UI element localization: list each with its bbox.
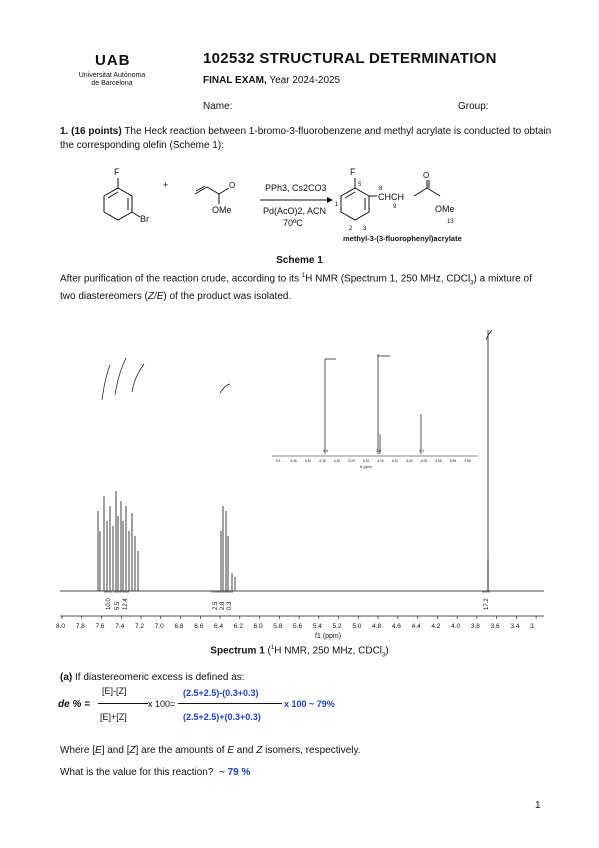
x-tick-label: 5.2 — [332, 623, 342, 630]
product-chain-label: CHCH — [378, 192, 404, 202]
x-tick-label: 4.0 — [451, 623, 461, 630]
inset-integral-label: 2.8 — [376, 449, 381, 453]
inset-tick-label: 6.05 — [406, 459, 413, 463]
x-tick-label: 6.0 — [253, 623, 263, 630]
after-text-4: ) of the product was isolated. — [163, 291, 292, 303]
question-1 — [60, 125, 560, 153]
logo-subtitle — [72, 72, 152, 88]
formula-fraction-bar — [98, 703, 148, 704]
after-text-3: ) a mixture of two diastereomers ( — [60, 273, 532, 303]
atom-number-8: 8 — [379, 186, 383, 192]
group-field-label: Group: — [458, 101, 489, 112]
atom-number-1: 1 — [335, 202, 339, 208]
inset-tick-label: 6.30 — [334, 459, 341, 463]
where-3: ] are the amounts of — [135, 745, 228, 756]
x-tick-label: 5.8 — [273, 623, 283, 630]
x-tick-label: 5.4 — [312, 623, 322, 630]
formula-times: x 100= — [148, 699, 176, 709]
value-question — [60, 767, 250, 778]
atom-number-9: 9 — [393, 204, 397, 210]
inset-spectrum — [272, 354, 478, 469]
spectrum-title-b: H NMR, 250 MHz, CDCl — [274, 645, 383, 657]
temperature: 70ºC — [283, 218, 303, 228]
name-field-label: Name: — [203, 101, 233, 112]
inset-tick-label: 6.10 — [392, 459, 399, 463]
spectrum-title-a: ( — [264, 645, 271, 657]
x-tick-label: 3.8 — [470, 623, 480, 630]
after-sup: 1 — [301, 273, 306, 279]
formula-numerator: [E]-[Z] — [102, 686, 127, 696]
integral-label: 10.0 — [106, 598, 112, 610]
integral-label: 2.5 — [213, 601, 219, 610]
inset-tick-label: 6.5 — [276, 459, 281, 463]
spectrum-title — [0, 645, 599, 658]
integral-curve — [220, 384, 230, 393]
atom-number-5: 5 — [358, 182, 362, 188]
after-sub: 3 — [470, 280, 474, 287]
exam-year: Year 2024-2025 — [266, 75, 341, 86]
fluoro-label: F — [114, 167, 120, 177]
integral-label: 17.2 — [484, 598, 490, 610]
reaction-scheme — [95, 160, 515, 252]
inset-tick-label: 6.40 — [305, 459, 312, 463]
exam-label: FINAL EXAM, — [203, 75, 267, 86]
x-tick-label: 4.2 — [431, 623, 441, 630]
inset-tick-label: 6.00 — [421, 459, 428, 463]
bromo-label: Br — [140, 214, 149, 224]
after-ze: Z/E — [147, 291, 164, 303]
x-tick-label: 5.0 — [352, 623, 362, 630]
scheme-title: Scheme 1 — [276, 255, 323, 266]
logo-line-1: Universitat Autònoma — [78, 72, 146, 79]
integral-label: 2.8 — [220, 601, 226, 610]
where-text — [60, 745, 361, 756]
inset-tick-label: 6.20 — [363, 459, 370, 463]
part-a-label: (a) — [60, 672, 73, 683]
where-4: and — [234, 745, 257, 756]
exam-line — [203, 75, 340, 86]
x-tick-label: 4.8 — [372, 623, 382, 630]
inset-tick-label: 6.25 — [348, 459, 355, 463]
integral-label: 12.4 — [123, 598, 129, 610]
plus-sign: + — [163, 180, 169, 190]
where-2: ] and [ — [101, 745, 130, 756]
course-title: 102532 STRUCTURAL DETERMINATION — [203, 50, 497, 67]
x-tick-label: 7.0 — [154, 623, 164, 630]
inset-tick-label: 6.15 — [377, 459, 384, 463]
part-a-text: If diastereomeric excess is defined as: — [72, 672, 245, 683]
inset-integral-label: 2.5 — [323, 449, 328, 453]
nmr-spectrum — [56, 300, 550, 642]
spectrum-title-bold: Spectrum 1 — [210, 645, 265, 657]
x-tick-label: 6.8 — [174, 623, 184, 630]
x-tick-label: 4.6 — [391, 623, 401, 630]
x-tick-label: 3.6 — [490, 623, 500, 630]
x-tick-label: 5.6 — [293, 623, 303, 630]
page-number: 1 — [535, 800, 541, 811]
acrylate-ome-label: OMe — [212, 205, 232, 215]
inset-tick-label: 5.85 — [464, 459, 471, 463]
spectrum-title-sup: 1 — [270, 645, 275, 651]
where-z2: Z — [256, 745, 263, 756]
x-tick-label: 7.2 — [135, 623, 145, 630]
integral-curves — [102, 330, 492, 400]
x-tick-label: 6.2 — [233, 623, 243, 630]
x-tick-label: 7.6 — [95, 623, 105, 630]
x-tick-label: 3. — [530, 623, 536, 630]
atom-number-13: 13 — [447, 219, 454, 225]
logo-line-2: de Barcelona — [91, 80, 133, 87]
part-a-prompt — [60, 672, 245, 683]
value-question-text: What is the value for this reaction? — [60, 767, 214, 778]
inset-peaks — [325, 354, 421, 454]
inset-x-label: f1 (ppm) — [360, 465, 372, 469]
acrylate-o-label: O — [229, 181, 236, 190]
integral-curve — [115, 358, 126, 395]
x-tick-label: 6.6 — [194, 623, 204, 630]
atom-number-3: 3 — [363, 226, 367, 232]
x-ticks — [56, 616, 536, 630]
reagent-bottom: Pd(AcO)2, ACN — [263, 206, 327, 216]
integral-curve — [132, 364, 144, 392]
where-z: Z — [129, 745, 136, 756]
product-name: methyl-3-(3-fluorophenyl)acrylate — [343, 234, 462, 243]
spectrum-title-c: ) — [385, 645, 389, 657]
question-1-text: The Heck reaction between 1-bromo-3-fluorobenzene and methyl acrylate is conducted to obtain the corresponding olefin (Scheme 1): — [60, 126, 552, 151]
calc-denominator: (2.5+2.5)+(0.3+0.3) — [183, 712, 261, 722]
integral-label: 0.3 — [227, 601, 233, 610]
after-text-2: H NMR (Spectrum 1, 250 MHz, CDCl — [305, 273, 471, 285]
inset-integral-label: 0.3 — [419, 449, 424, 453]
product-f-label: F — [350, 167, 356, 177]
x-tick-label: 4.4 — [411, 623, 421, 630]
inset-tick-label: 6.45 — [290, 459, 297, 463]
after-text-1: After purification of the reaction crude, according to its — [60, 273, 302, 285]
integral-curve — [486, 330, 492, 340]
x-tick-label: 6.4 — [214, 623, 224, 630]
inset-tick-label: 6.35 — [319, 459, 326, 463]
calc-fraction-bar — [178, 703, 282, 704]
inset-tick-label: 5.90 — [450, 459, 457, 463]
reagent-top: PPh3, Cs2CO3 — [265, 183, 327, 193]
where-e: E — [95, 745, 102, 756]
inset-tick-label: 5.95 — [435, 459, 442, 463]
where-e2: E — [227, 745, 234, 756]
logo: UAB — [95, 52, 131, 69]
question-1-points: 1. (16 points) — [60, 126, 122, 137]
integral-curve — [102, 365, 110, 400]
product-o-label: O — [423, 171, 430, 180]
x-tick-label: 7.8 — [75, 623, 85, 630]
where-5: isomers, respectively. — [262, 745, 361, 756]
x-tick-label: 7.4 — [115, 623, 125, 630]
calc-numerator: (2.5+2.5)-(0.3+0.3) — [183, 688, 259, 698]
integral-label: 5.5 — [115, 601, 121, 610]
de-formula-label: de % = — [58, 699, 90, 710]
x-tick-label: 3.4 — [510, 623, 520, 630]
spectrum-title-sub: 3 — [382, 652, 386, 659]
x-axis-label: f1 (ppm) — [315, 633, 342, 640]
value-answer: ~ 79 % — [218, 767, 251, 778]
formula-denominator: [E]+[Z] — [100, 712, 127, 722]
calc-result: x 100 ~ 79% — [284, 699, 335, 709]
integral-labels — [104, 592, 490, 610]
where-1: Where [ — [60, 745, 96, 756]
product-ome-label: OMe — [435, 204, 455, 214]
x-tick-label: 8.0 — [56, 623, 66, 630]
atom-number-2: 2 — [349, 226, 353, 232]
